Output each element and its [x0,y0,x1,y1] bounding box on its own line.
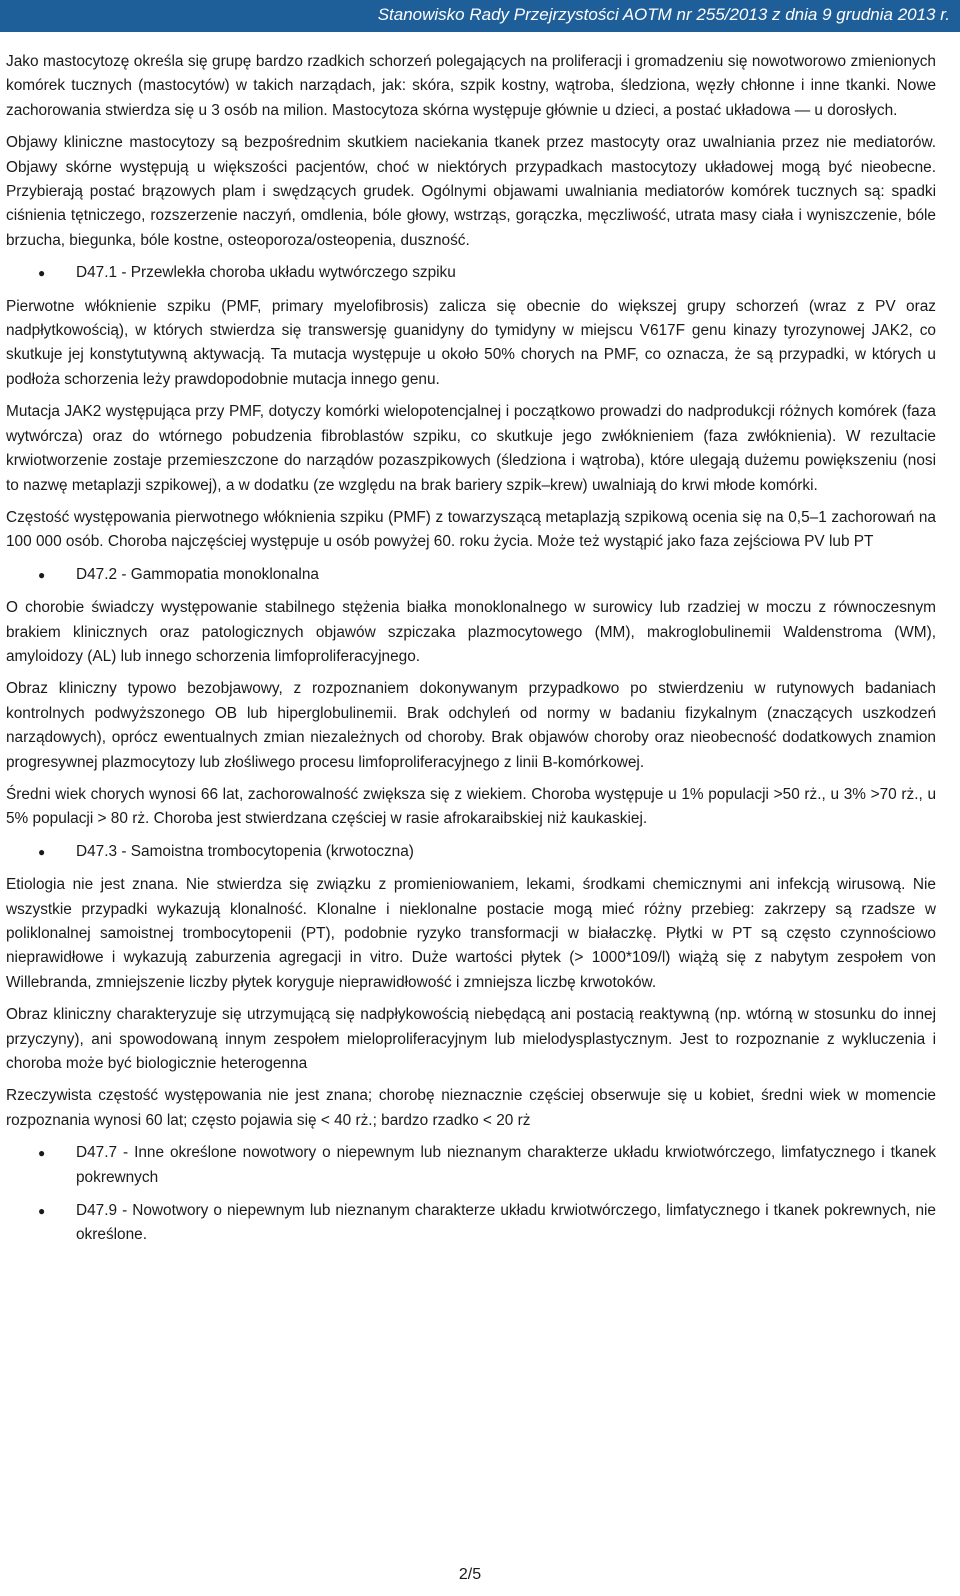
paragraph: Objawy kliniczne mastocytozy są bezpośrednim skutkiem naciekania tkanek przez mastocyty oraz uwalniania przez nie mediatorów. Objawy skórne występują u większości pacjentów, choć w niektórych przypadkach mastocytozy układowej mogą być nieobecne. Przybierają postać brązowych plam i swędzących grudek. Ogólnymi objawami uwalniania mediatorów komórek tucznych są: spadki ciśnienia tętniczego, rozszerzenie naczyń, omdlenia, bóle głowy, wstrząs, gorączka, męczliwość, utrata masy ciała i wyniszczenie, bóle brzucha, biegunka, bóle kostne, osteoporoza/osteopenia, duszność. [6,134,936,249]
bullet-item [6,563,936,587]
bullet-text: D47.2 - Gammopatia monoklonalna [76,565,319,583]
bullet-text: D47.7 - Inne określone nowotwory o niepewnym lub nieznanym charakterze układu krwiotwórczego, limfatycznego i tkanek pokrewnych [76,1144,936,1186]
paragraph: Pierwotne włóknienie szpiku (PMF, primary myelofibrosis) zalicza się obecnie do większej grupy schorzeń (wraz z PV oraz nadpłytkowością), w których stwierdza się transwersję guanidyny do tymidyny w miejscu V617F genu kinazy tyrozynowej JAK2, co skutkuje jej konstytutywną aktywacją. Ta mutacja występuje u około 50% chorych na PMF, co oznacza, że są przypadki, w których u podłoża schorzenia leży prawdopodobnie mutacja innego genu. [6,297,936,388]
paragraph: Etiologia nie jest znana. Nie stwierdza się związku z promieniowaniem, lekami, środkami chemicznymi ani infekcją wirusową. Nie wszystkie przypadki wykazują klonalność. Klonalne i nieklonalne postacie mogą mieć różny przebieg: zakrzepy są rzadsze w poliklonalnej samoistnej trombocytopenii (PT), podobnie ryzyko transformacji w białaczkę. Płytki w PT są często czynnościowo nieprawidłowe i wykazują zaburzenia agregacji in vitro. Duże wartości płytek (> 1000*109/l) wiążą się z nabytym zespołem von Willebranda, zmniejszenie liczby płytek koryguje nieprawidłowość i zmniejsza liczbę krwotoków. [6,876,936,991]
page-number: 2/5 [458,1566,482,1583]
paragraph: Obraz kliniczny charakteryzuje się utrzymującą się nadpłykowością niebędącą ani postacią reaktywną (np. wtórną w stosunku do innej przyczyny), ani spowodowaną innym zespołem mieloproliferacyjnym lub mielodysplastycznym. Jest to rozpoznanie z wykluczenia i choroba może być biologicznie heterogenna [6,1006,936,1073]
paragraph: O chorobie świadczy występowanie stabilnego stężenia białka monoklonalnego w surowicy lub rzadziej w moczu z równoczesnym brakiem klinicznych oraz patologicznych objawów szpiczaka plazmocytowego (MM), makroglobulinemii Waldenstroma (WM), amyloidozy (AL) lub innego schorzenia limfoproliferacyjnego. [6,599,936,665]
bullet-text: D47.1 - Przewlekła choroba układu wytwórczego szpiku [76,264,456,282]
bullet-dot-icon: ● [38,567,46,582]
bullet-dot-icon: ● [38,1204,46,1219]
bullet-dot-icon: ● [38,844,46,859]
bullet-text: D47.3 - Samoistna trombocytopenia (krwotoczna) [76,842,414,860]
paragraph: Obraz kliniczny typowo bezobjawowy, z rozpoznaniem dokonywanym przypadkowo po stwierdzeniu w rutynowych badaniach kontrolnych podwyższonego OB lub hiperglobulinemii. Brak odchyleń od normy w badaniu fizykalnym (znaczących uszkodzeń narządowych), oprócz ewentualnych zmian niezależnych od choroby. Brak objawów choroby oraz nieobecność dodatkowych znamion progresywnej plazmocytozy lub złośliwego procesu limfoproliferacyjnego z linii B-komórkowej. [6,680,936,771]
paragraph: Częstość występowania pierwotnego włóknienia szpiku (PMF) z towarzyszącą metaplazją szpikową ocenia się na 0,5–1 zachorowań na 100 000 osób. Choroba najczęściej występuje u osób powyżej 60. roku życia. Może też wystąpić jako faza zejściowa PV lub PT [6,508,936,551]
paragraph: Mutacja JAK2 występująca przy PMF, dotyczy komórki wielopotencjalnej i początkowo prowadzi do nadprodukcji różnych komórek (faza wytwórcza) oraz do wtórnego pobudzenia fibroblastów szpiku, co skutkuje jego zwłóknieniem (faza zwłóknienia). W rezultacie krwiotworzenie zostaje przemieszczone do narządów pozaszpikowych (śledziona i wątroba), które ulegają dużemu powiększeniu (nosi to nazwę metaplazji szpikowej), a w dodatku (ze względu na brak bariery szpik–krew) uwalniają do krwi młode komórki. [6,403,936,494]
document-body [6,50,936,1257]
paragraph: Jako mastocytozę określa się grupę bardzo rzadkich schorzeń polegających na proliferacji i gromadzeniu się nowotworowo zmienionych komórek tucznych (mastocytów) w takich narządach, jak: skóra, szpik kostny, wątroba, śledziona, węzły chłonne i inne tkanki. Nowe zachorowania stwierdza się u 3 osób na milion. Mastocytoza skórna występuje głównie u dzieci, a postać układowa — u dorosłych. [6,53,936,119]
document-header-title: Stanowisko Rady Przejrzystości AOTM nr 255/2013 z dnia 9 grudnia 2013 r. [377,5,950,24]
bullet-dot-icon: ● [38,1146,46,1161]
bullet-item [6,1141,936,1190]
paragraph: Rzeczywista częstość występowania nie jest znana; chorobę nieznacznie częściej obserwuje się u kobiet, średni wiek w momencie rozpoznania wynosi 60 lat; często pojawia się < 40 rż.; bardzo rzadko < 20 rż [6,1087,936,1129]
bullet-item [6,840,936,864]
bullet-item [6,261,936,285]
bullet-dot-icon: ● [38,266,46,281]
paragraph: Średni wiek chorych wynosi 66 lat, zachorowalność zwiększa się z wiekiem. Choroba występuje u 1% populacji >50 rż., u 3% >70 rż., u 5% populacji > 80 rż. Choroba jest stwierdzana częściej w rasie afrokaraibskiej niż kaukaskiej. [6,785,936,828]
header-bar [0,0,960,32]
bullet-item [6,1199,936,1248]
bullet-text: D47.9 - Nowotwory o niepewnym lub nieznanym charakterze układu krwiotwórczego, limfatycznego i tkanek pokrewnych, nie określone. [76,1202,936,1244]
